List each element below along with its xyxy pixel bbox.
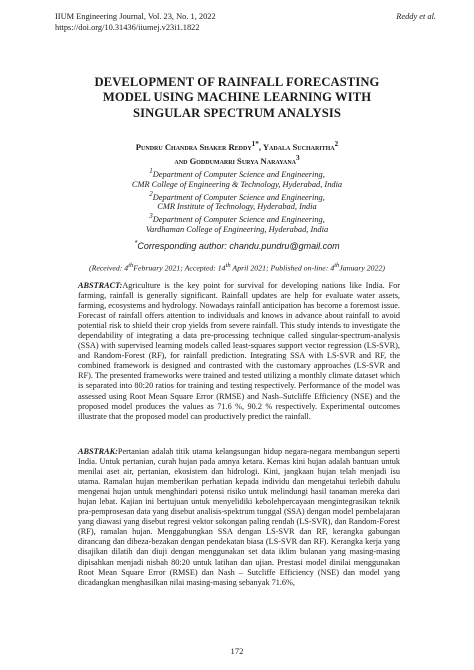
author-superscript: 1* [251,140,259,148]
abstrak-label: ABSTRAK: [78,447,118,456]
author-superscript: 3 [296,154,300,163]
page-number: 172 [230,646,244,656]
ordinal-suffix: th [128,262,134,269]
accepted-text: February 2021; Accepted: 14 [133,263,226,273]
affiliation-line: CMR College of Engineering & Technology, Hyderabad, India [131,179,343,189]
affiliation-line: Department of Computer Science and Engineering, [152,169,325,179]
publication-dates [30,262,444,273]
title-line: SINGULAR SPECTRUM ANALYSIS [133,105,341,120]
doi-link[interactable]: https://doi.org/10.31436/iiumej.v23i1.1822 [55,22,200,32]
affiliation-marker: 1 [149,167,153,175]
abstrak-body: Pertanian adalah titik utama kelangsungan hidup negara-negara membangun seperti India. Untuk pertanian, curah hujan pada amnya ketara. Kemas kini hujan adalah bantuan untuk menilai aset air, pertanian, ekosistem dan hidrologi. Kini, jangkaan hujan telah menjadi isu utama. Ramalan hujan memberikan perhatian kepada individu dan mengetahui terlebih dahulu mengenai hujan untuk menghindari potensi risiko untuk melindungi hasil tanaman mereka dari hujan lebat. Kajian ini bertujuan untuk menyelidiki kebolehpercayaan mengintegrasikan teknik pra-pemprosesan data yang disebut analisis-spektrum tunggal (SSA) dengan model pembelajaran yang diawasi yang disebut regresi vektor sokongan paling rendah (LS-SVR), dan Random-Forest (RF), ramalan hujan. Menggabungkan SSA dengan LS-SVR dan RF, kerangka gabungan dirancang dan dibeza-bezakan dengan pendekatan biasa (LS-SVR dan RF). Kerangka kerja yang disajikan dilatih dan diuji dengan menggunakan set data iklim bulanan yang masing-masing dipisahkan menjadi nisbah 80:20 untuk latihan dan ujian. Prestasi model dinilai menggunakan Root Mean Square Error (RMSE) dan Nash – Sutcliffe Efficiency (NSE) dan model yang dicadangkan menghasilkan nilai masing-masing sebanyak 71.6%, [78,447,400,587]
running-header [55,12,436,33]
abstract-malay [78,447,400,588]
published-date-text: January 2022) [339,263,385,273]
affiliation-line: Department of Computer Science and Engineering, [152,192,325,202]
title-line: MODEL USING MACHINE LEARNING WITH [102,90,372,105]
author-superscript: 2 [334,140,339,148]
corresponding-author [40,238,434,251]
journal-citation: IIUM Engineering Journal, Vol. 23, No. 1, 2022 [55,12,216,21]
ordinal-suffix: th [225,262,231,269]
affiliation-marker: 3 [149,212,153,221]
affiliation-line: Department of Computer Science and Engineering, [152,215,325,225]
affiliations [40,167,434,235]
author-name: Yadala Sucharitha [262,141,335,152]
published-text: April 2021; Published on-line: 4 [230,263,335,273]
author-name: Pundru Chandra Shaker Reddy [135,141,252,152]
affiliation-line: CMR Institute of Technology, Hyderabad, India [157,202,317,212]
abstract-english [78,281,400,422]
affiliation-line: Vardhaman College of Engineering, Hyderabad, India [145,224,329,234]
author-name: Goddumarri Surya Narayana [189,155,296,166]
corresponding-marker: * [134,238,138,247]
abstract-label: ABSTRACT: [78,281,123,290]
abstract-body: Agriculture is the key point for survival for developing nations like India. For farming, rainfall is generally significant. Rainfall updates are help for evaluate water assets, farming, ecosystems and hydrology. Nowadays rainfall anticipation has become a foremost issue. Forecast of rainfall offers attention to individuals and knows in advance about rainfall to avoid potential risk to shield their crop yields from severe rainfall. This study intends to investigate the dependability of integrating a data pre-processing technique called singular-spectrum-analysis (SSA) with supervised learning models called least-squares support vector regression (LS-SVR), and Random-Forest (RF), for rainfall prediction. Integrating SSA with LS-SVR and RF, the combined framework is designed and contrasted with the customary approaches (LS-SVR and RF). The presented frameworks were trained and tested utilizing a monthly climate dataset which is separated into 80:20 ratios for training and testing respectively. Performance of the model was assessed using Root Mean Square Error (RMSE) and Nash–Sutcliffe Efficiency (NSE) and the proposed model produces the values as 71.6 %, 90.2 % respectively. Experimental outcomes illustrate that the proposed model can productively predict the rainfall. [78,281,400,421]
ordinal-suffix: th [334,262,340,269]
running-author: Reddy et al. [396,12,436,21]
corresponding-email[interactable]: Corresponding author: chandu.pundru@gmail.com [137,241,340,251]
received-text: (Received: 4 [89,263,129,273]
title-line: DEVELOPMENT OF RAINFALL FORECASTING [94,75,380,89]
author-list: Pundru Chandra Shaker Reddy$^{1*}$, Yadala Sucharitha$^2$ and Goddumarri Surya Narayana$^3$ [135,140,339,166]
paper-title [60,75,414,121]
author-conjunction: and [174,155,188,166]
affiliation-marker: 2 [149,189,153,198]
